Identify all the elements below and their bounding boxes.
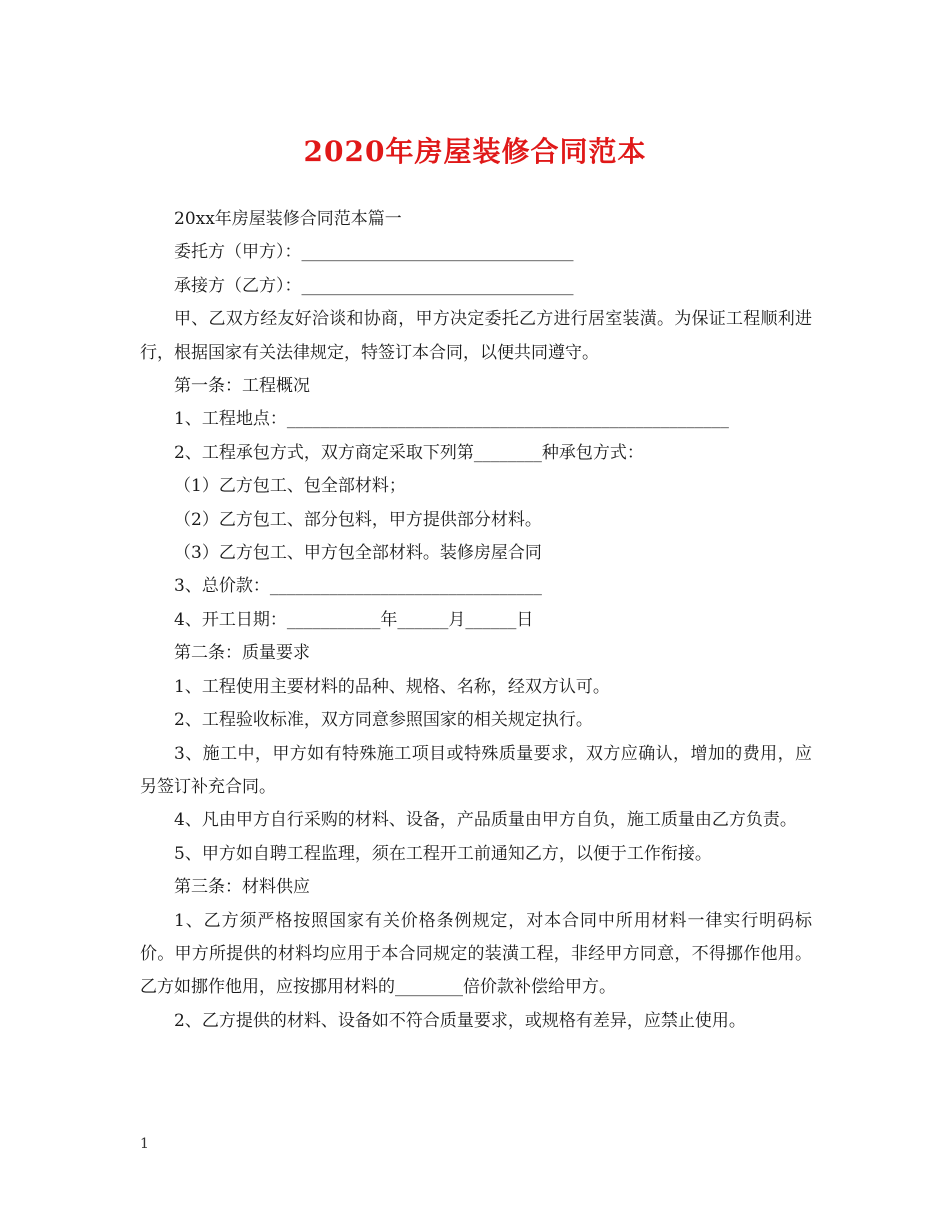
quality-clause-4: 4、凡由甲方自行采购的材料、设备，产品质量由甲方自负，施工质量由乙方负责。: [174, 810, 797, 831]
quality-clause-2: 2、工程验收标准，双方同意参照国家的相关规定执行。: [174, 710, 593, 731]
quality-clause-5: 5、甲方如自聘工程监理，须在工程开工前通知乙方，以便于工作衔接。: [174, 843, 712, 864]
total-price-line: 3、总价款：________________________________: [174, 576, 542, 597]
contract-method-line: 2、工程承包方式，双方商定采取下列第________种承包方式：: [174, 442, 644, 463]
quality-clause-3: 3、施工中，甲方如有特殊施工项目或特殊质量要求，双方应确认，增加的费用，应另签订补充合同。: [140, 743, 812, 797]
material-clause-2: 2、乙方提供的材料、设备如不符合质量要求，或规格有差异，应禁止使用。: [174, 1010, 746, 1031]
document-title: 2020年房屋装修合同范本: [303, 135, 647, 168]
article-3-heading: 第三条：材料供应: [174, 877, 310, 898]
quality-clause-1: 1、工程使用主要材料的品种、规格、名称，经双方认可。: [174, 676, 610, 697]
material-clause-1: 1、乙方须严格按照国家有关价格条例规定，对本合同中所用材料一律实行明码标价。甲方所提供的材料均应用于本合同规定的装潢工程，非经甲方同意，不得挪作他用。乙方如挪作他用，应按挪用材料的________倍价款补偿给甲方。: [140, 910, 812, 998]
start-date-line: 4、开工日期：___________年______月______日: [174, 609, 534, 630]
method-option-2: （2）乙方包工、部分包料，甲方提供部分材料。: [174, 509, 542, 530]
article-2-heading: 第二条：质量要求: [174, 643, 310, 664]
document-body: [140, 203, 812, 1038]
preamble-paragraph: 甲、乙双方经友好洽谈和协商，甲方决定委托乙方进行居室装潢。为保证工程顺利进行，根据国家有关法律规定，特签订本合同，以便共同遵守。: [140, 309, 812, 363]
project-location-line: 1、工程地点：____________________________________________________: [174, 409, 729, 430]
party-a-line: 委托方（甲方）：________________________________: [174, 242, 574, 263]
page-number: 1: [140, 1136, 149, 1152]
method-option-3: （3）乙方包工、甲方包全部材料。装修房屋合同: [174, 543, 542, 564]
article-1-heading: 第一条：工程概况: [174, 376, 310, 397]
method-option-1: （1）乙方包工、包全部材料；: [174, 476, 406, 497]
section-heading: 20xx年房屋装修合同范本篇一: [174, 209, 402, 229]
party-b-line: 承接方（乙方）：________________________________: [174, 275, 574, 296]
